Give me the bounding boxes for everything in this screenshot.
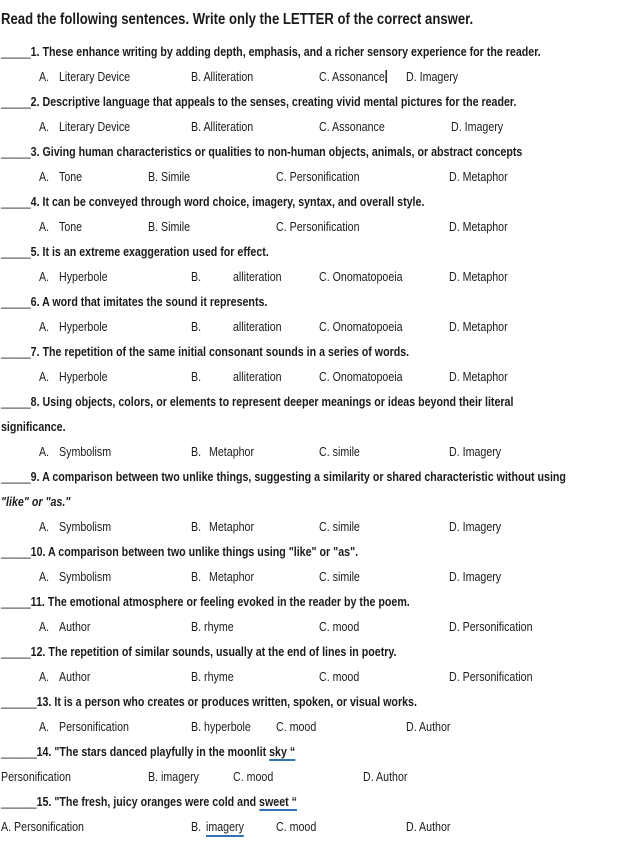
blank-line: ______ [1,694,37,709]
blank-line: _____ [1,544,31,559]
instructions-title [1,10,631,30]
question-8-option-d: D. Imagery [449,444,502,459]
question-7 [1,343,631,385]
question-13-option-c: C. mood [276,719,317,734]
question-6-option-a: A. [39,319,50,334]
question-15 [1,793,631,835]
blank-line: _____ [1,294,31,309]
question-10-option-a: Symbolism [59,569,112,584]
question-4 [1,193,631,235]
question-6 [1,293,631,335]
question-12-text-line-1: _____12. The repetition of similar sounds, usually at the end of lines in poetry. [1,644,397,659]
question-5-option-d: D. Metaphor [449,269,508,284]
question-1-option-d: D. Imagery [406,69,459,84]
question-14 [1,743,631,785]
question-13 [1,693,631,735]
question-10 [1,543,631,585]
questions [1,43,631,835]
question-13-option-a: A. [39,719,50,734]
question-3-options [1,168,631,185]
question-7-option-b: B. [191,369,202,384]
question-14-option-d: D. Author [363,769,408,784]
question-4-option-c: C. Personification [276,219,360,234]
question-8-option-c: C. simile [319,444,360,459]
question-6-option-c: C. Onomatopoeia [319,319,403,334]
question-5-option-a: A. [39,269,50,284]
question-8-options [1,443,631,460]
question-9-text-line-2: "like" or "as." [1,494,71,509]
blank-line: _____ [1,469,31,484]
question-1 [1,43,631,85]
document-page[interactable] [1,10,631,835]
question-2-text-line-1: _____2. Descriptive language that appeals to the senses, creating vivid mental pictures for the reader. [1,94,517,109]
question-13-text-line-1: ______13. It is a person who creates or produces written, spoken, or visual works. [1,694,417,709]
question-13-option-d: D. Author [406,719,451,734]
question-15-option-b: B. [191,819,202,834]
blank-line: ______ [1,794,37,809]
question-11 [1,593,631,635]
question-14-option-b: B. imagery [148,769,199,784]
question-3-option-d: D. Metaphor [449,169,508,184]
question-6-option-b: alliteration [233,319,282,334]
question-12-option-d: D. Personification [449,669,533,684]
text-cursor [386,70,387,83]
question-10-text-line-1: _____10. A comparison between two unlike things using "like" or "as". [1,544,359,559]
question-4-option-a: A. [39,219,50,234]
question-10-option-a: A. [39,569,50,584]
question-15-option-a: A. Personification [1,819,84,834]
question-6-options [1,318,631,335]
question-6-option-b: B. [191,319,202,334]
question-10-options [1,568,631,585]
question-4-option-a: Tone [59,219,83,234]
question-11-options [1,618,631,635]
question-2-option-b: B. Alliteration [191,119,254,134]
question-3 [1,143,631,185]
question-7-text-line-1: _____7. The repetition of the same initial consonant sounds in a series of words. [1,344,410,359]
question-7-option-a: Hyperbole [59,369,108,384]
question-14-option-a: Personification [1,769,71,784]
question-5 [1,243,631,285]
question-11-option-b: B. rhyme [191,619,234,634]
question-8-text-line-2: significance. [1,419,66,434]
question-11-option-a: Author [59,619,91,634]
question-9-option-b: B. [191,519,202,534]
question-2-option-c: C. Assonance [319,119,385,134]
question-15-option-b: imagery [206,818,244,837]
blank-line: _____ [1,94,31,109]
question-10-option-b: B. [191,569,202,584]
question-1-option-a: A. [39,69,50,84]
question-9-options [1,518,631,535]
question-5-option-a: Hyperbole [59,269,108,284]
question-13-option-a: Personification [59,719,129,734]
question-9-option-a: Symbolism [59,519,112,534]
question-10-option-d: D. Imagery [449,569,502,584]
question-15-text-line-1: ______15. "The fresh, juicy oranges were cold and sweet “ [1,794,297,809]
question-9-option-a: A. [39,519,50,534]
question-7-option-c: C. Onomatopoeia [319,369,403,384]
question-12 [1,643,631,685]
question-12-option-a: Author [59,669,91,684]
question-5-option-b: alliteration [233,269,282,284]
question-13-option-b: B. hyperbole [191,719,251,734]
blank-line: ______ [1,744,37,759]
blank-line: _____ [1,44,31,59]
question-4-options [1,218,631,235]
question-3-option-a: Tone [59,169,83,184]
question-6-text-line-1: _____6. A word that imitates the sound it represents. [1,294,268,309]
question-10-option-c: C. simile [319,569,360,584]
question-9-option-b: Metaphor [209,519,255,534]
question-1-option-b: B. Alliteration [191,69,254,84]
question-6-option-a: Hyperbole [59,319,108,334]
instructions-text: Read the following sentences. Write only the LETTER of the correct answer. [1,11,474,28]
question-8-text-line-1: _____8. Using objects, colors, or elements to represent deeper meanings or ideas beyond their literal [1,394,514,409]
question-1-option-a: Literary Device [59,69,131,84]
blank-line: _____ [1,594,31,609]
question-12-option-b: B. rhyme [191,669,234,684]
question-1-text-line-1: _____1. These enhance writing by adding depth, emphasis, and a richer sensory experience for the reader. [1,44,541,59]
question-6-option-d: D. Metaphor [449,319,508,334]
question-8-option-b: B. [191,444,202,459]
question-4-option-d: D. Metaphor [449,219,508,234]
question-5-text-line-1: _____5. It is an extreme exaggeration used for effect. [1,244,269,259]
question-15-options [1,818,631,835]
question-8-option-a: A. [39,444,50,459]
question-7-options [1,368,631,385]
question-2-option-d: D. Imagery [451,119,504,134]
blank-line: _____ [1,244,31,259]
question-2-options [1,118,631,135]
question-4-option-b: B. Simile [148,219,191,234]
question-2-option-a: A. [39,119,50,134]
question-1-options [1,68,631,85]
question-2 [1,93,631,135]
question-7-option-a: A. [39,369,50,384]
question-9-option-c: C. simile [319,519,360,534]
question-11-text-line-1: _____11. The emotional atmosphere or feeling evoked in the reader by the poem. [1,594,410,609]
blank-line: _____ [1,344,31,359]
question-14-text-line-1: ______14. "The stars danced playfully in the moonlit sky “ [1,744,296,759]
question-5-options [1,268,631,285]
question-1-option-c: C. Assonance [319,68,387,85]
question-2-option-a: Literary Device [59,119,131,134]
question-7-option-b: alliteration [233,369,282,384]
question-3-option-a: A. [39,169,50,184]
question-8-option-b: Metaphor [209,444,255,459]
question-14-options [1,768,631,785]
question-12-options [1,668,631,685]
question-10-option-b: Metaphor [209,569,255,584]
question-3-text-line-1: _____3. Giving human characteristics or qualities to non-human objects, animals, or abstract concepts [1,144,523,159]
question-3-option-c: C. Personification [276,169,360,184]
question-15-option-c: C. mood [276,819,317,834]
blank-line: _____ [1,144,31,159]
question-5-option-c: C. Onomatopoeia [319,269,403,284]
question-15-option-d: D. Author [406,819,451,834]
question-4-text-line-1: _____4. It can be conveyed through word choice, imagery, syntax, and overall style. [1,194,425,209]
question-11-option-a: A. [39,619,50,634]
blank-line: _____ [1,194,31,209]
question-14-option-c: C. mood [233,769,274,784]
question-13-options [1,718,631,735]
blank-line: _____ [1,644,31,659]
question-3-option-b: B. Simile [148,169,191,184]
question-7-option-d: D. Metaphor [449,369,508,384]
question-12-option-a: A. [39,669,50,684]
question-11-option-c: C. mood [319,619,360,634]
question-8 [1,393,631,460]
question-5-option-b: B. [191,269,202,284]
question-9-option-d: D. Imagery [449,519,502,534]
question-9 [1,468,631,535]
blank-line: _____ [1,394,31,409]
question-12-option-c: C. mood [319,669,360,684]
question-8-option-a: Symbolism [59,444,112,459]
question-9-text-line-1: _____9. A comparison between two unlike things, suggesting a similarity or shared characteristic without using [1,469,566,484]
question-11-option-d: D. Personification [449,619,533,634]
